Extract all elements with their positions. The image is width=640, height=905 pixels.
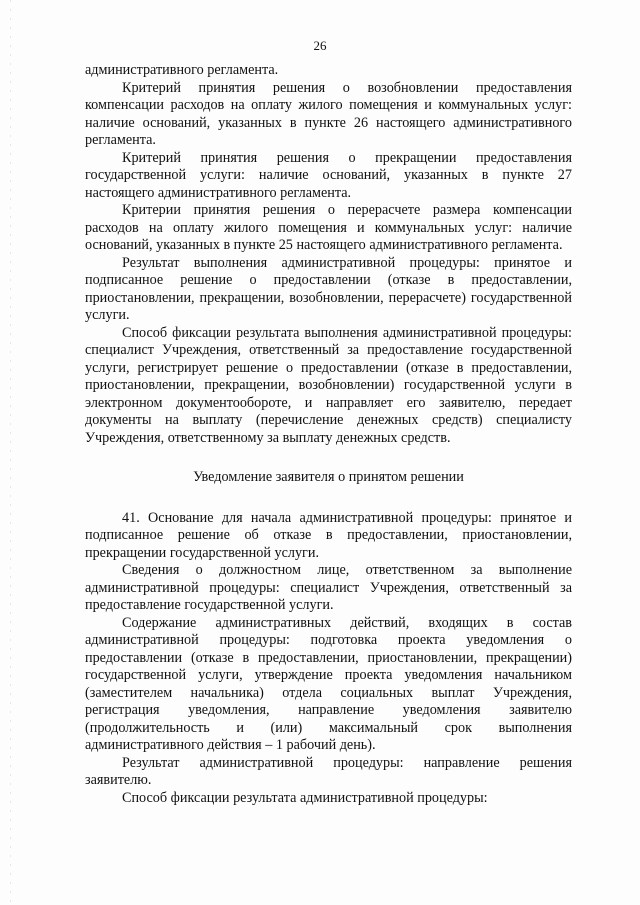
paragraph-procedure-result: Результат выполнения административной процедуры: принятое и подписанное решение о предоставлении (отказе в предоставлении, приостановлении, прекращении, возобновлении, перерасчете) государственной услуги. — [85, 254, 572, 323]
paragraph-notification-result: Результат административной процедуры: направление решения заявителю. — [85, 754, 572, 788]
paragraph-continuation: административного регламента. — [85, 62, 279, 78]
scan-edge-marks — [10, 0, 11, 905]
paragraph-responsible-official: Сведения о должностном лице, ответственном за выполнение административной процедуры: специалист Учреждения, ответственный за предоставление государственной услуги. — [85, 562, 572, 613]
paragraph-41-basis: 41. Основание для начала административной процедуры: принятое и подписанное решение об отказе в предоставлении, приостановлении, прекращении государственной услуги. — [85, 509, 572, 561]
paragraph-fixation-method-start: Способ фиксации результата административной процедуры: — [122, 789, 488, 806]
paragraph-recalculation-criteria: Критерии принятия решения о перерасчете размера компенсации расходов на оплату жилого помещения и коммунальных услуг: наличие оснований, указанных в пункте 25 настоящего административного регламента. — [85, 202, 572, 253]
paragraph-fixation-method: Способ фиксации результата выполнения административной процедуры: специалист Учреждения, ответственный за предоставление государственной услуги, регистрирует решение о предоставлении (отказе в предоставлении, приостановлении, прекращении, возобновлении) государственной услуги в электронном документообороте, и направляет его заявителю, передает документы на выплату (перечисление денежных средств) специалисту Учреждения, ответственному за выплату денежных средств. — [85, 324, 572, 446]
document-body — [85, 62, 572, 807]
paragraph-actions-content: Содержание административных действий, входящих в состав административной процедуры: подготовка проекта уведомления о предоставлении (отказе в предоставлении, приостановлении, прекращении) государственной услуги, утверждение проекта уведомления начальником (заместителем начальника) отдела социальных выплат Учреждения, регистрация уведомления, направление уведомления заявителю (продолжительность и (или) максимальный срок выполнения административного действия – 1 рабочий день). — [85, 614, 572, 753]
paragraph-termination-criterion: Критерий принятия решения о прекращении предоставления государственной услуги: наличие оснований, указанных в пункте 27 настоящего административного регламента. — [85, 149, 572, 201]
paragraph-resume-criterion: Критерий принятия решения о возобновлении предоставления компенсации расходов на оплату жилого помещения и коммунальных услуг: наличие оснований, указанных в пункте 26 настоящего административного регламента. — [85, 79, 572, 148]
page-number: 26 — [313, 38, 327, 53]
section-heading: Уведомление заявителя о принятом решении — [193, 469, 464, 485]
